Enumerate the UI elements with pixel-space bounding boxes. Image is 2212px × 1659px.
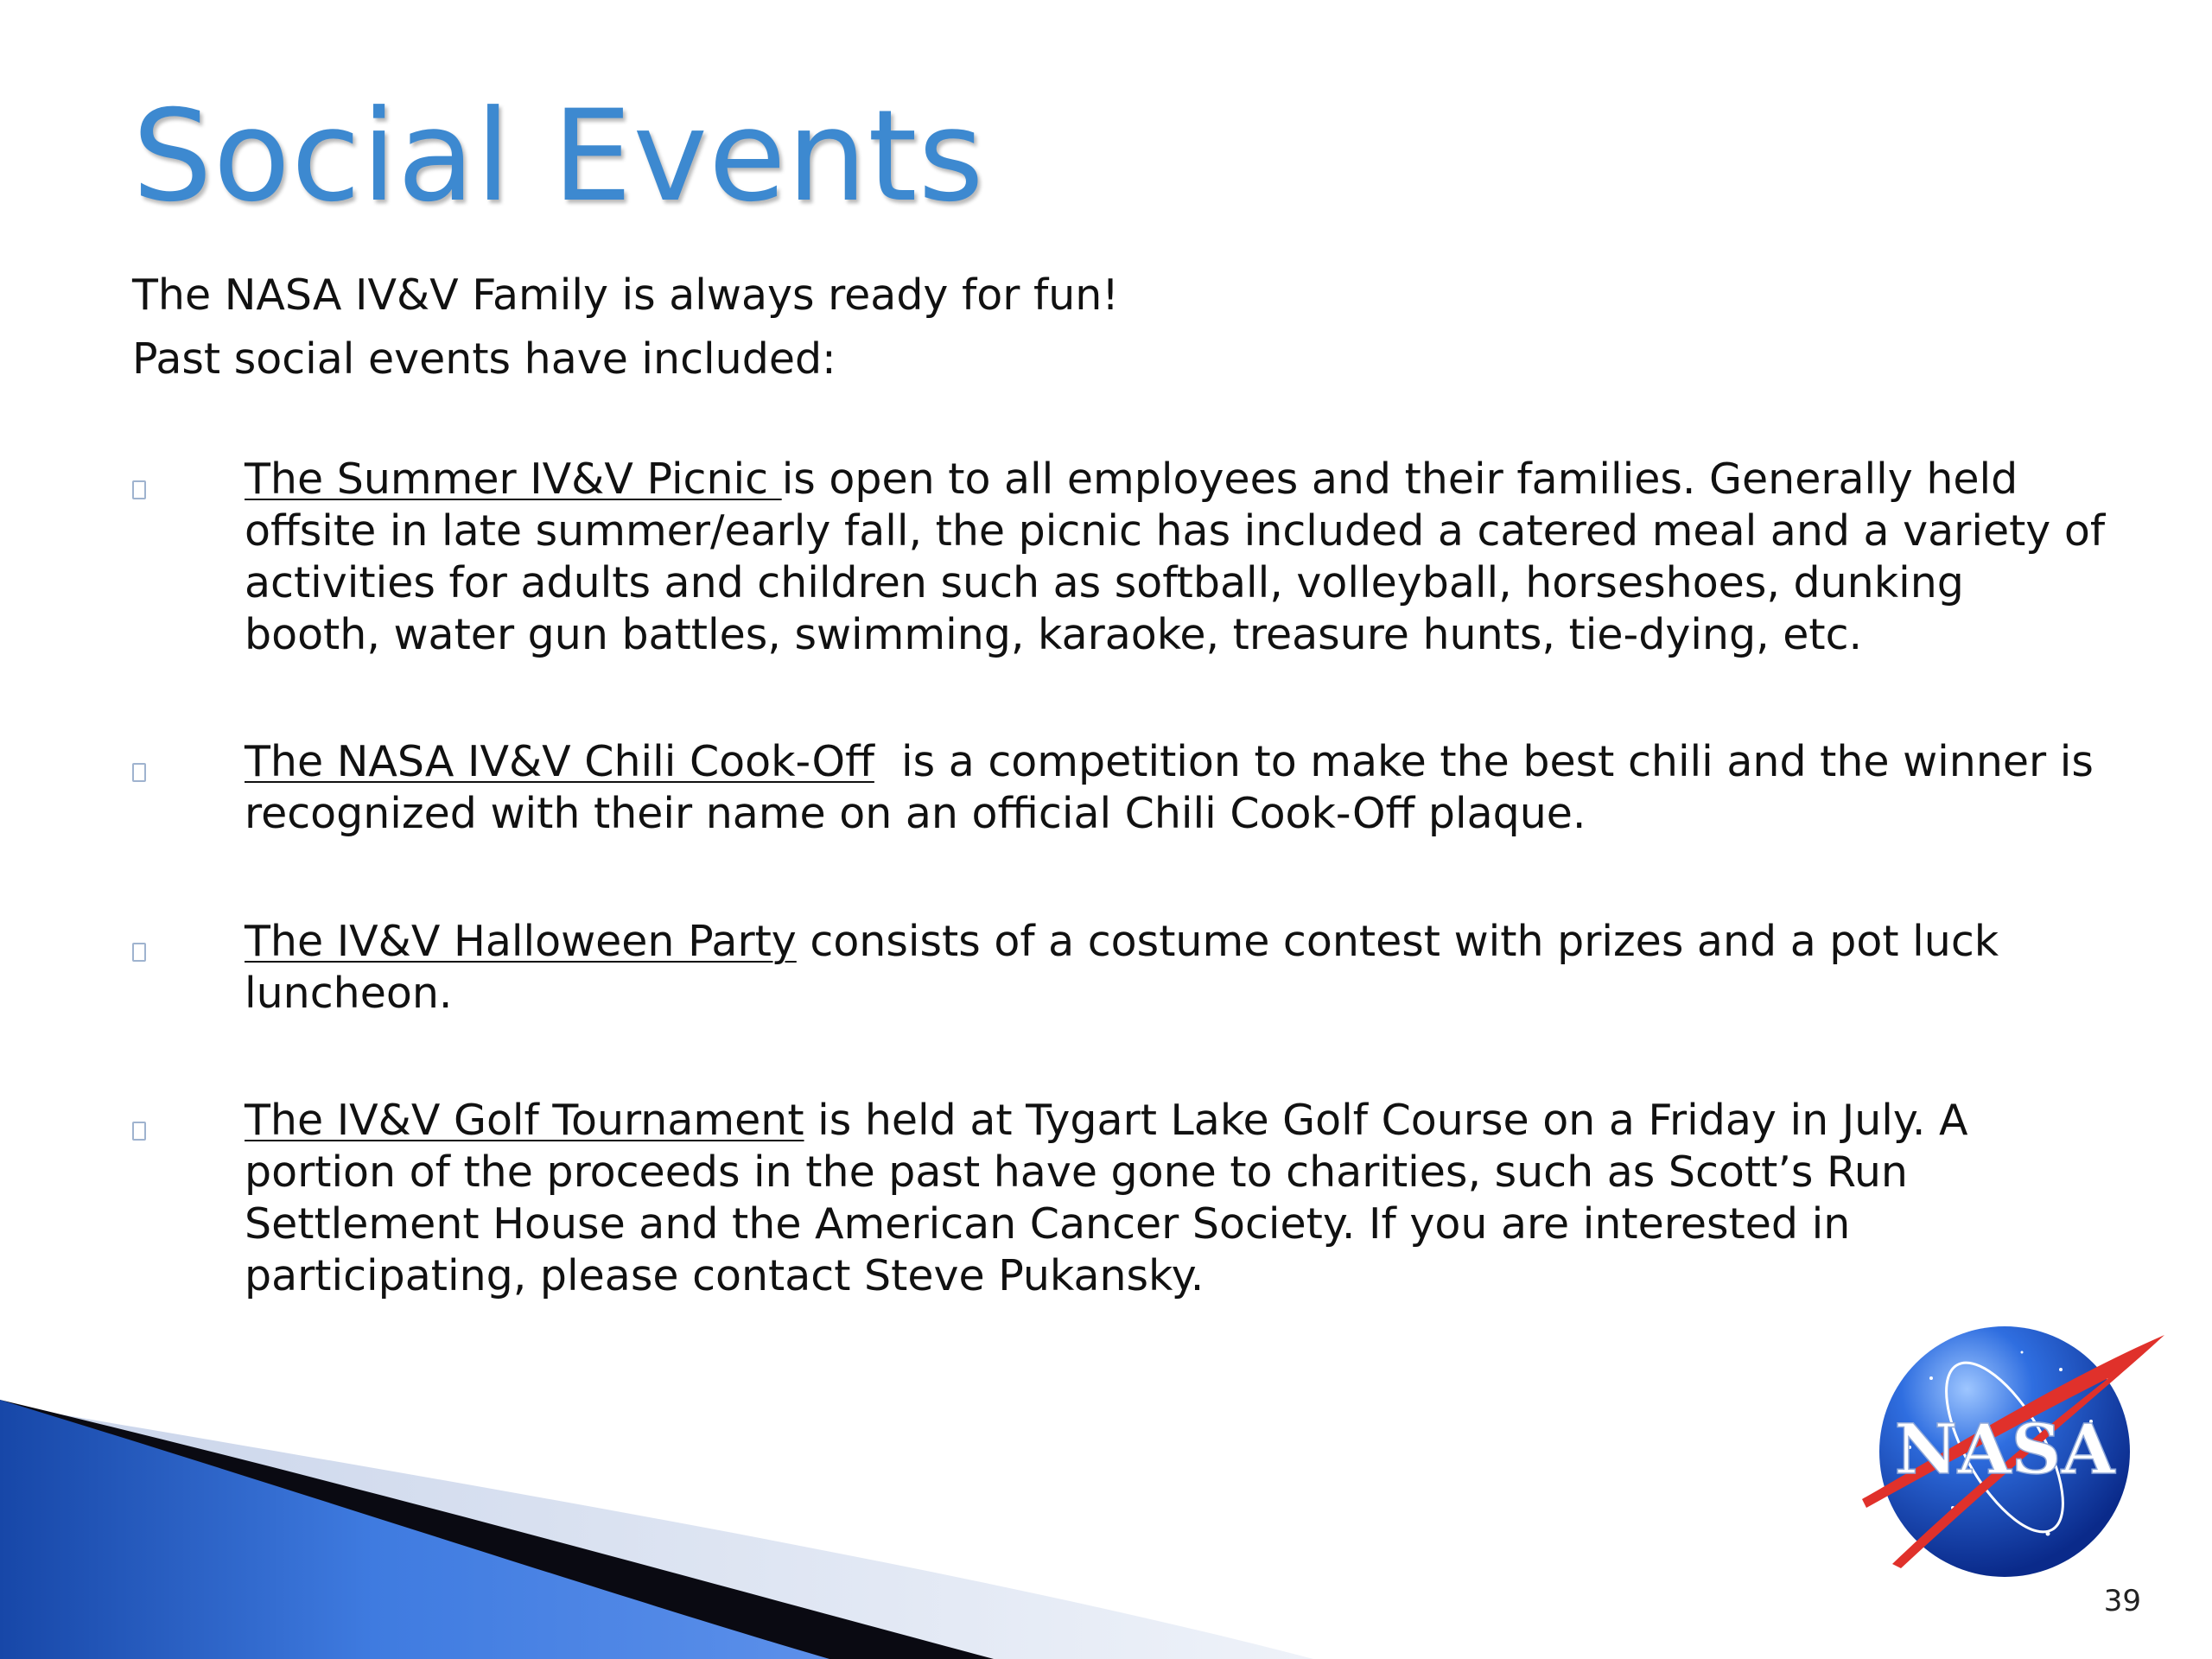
page-number: 39 <box>2103 1584 2141 1618</box>
square-bullet-icon <box>132 763 146 782</box>
event-name: The IV&V Halloween Party <box>245 917 797 966</box>
event-name: The NASA IV&V Chili Cook-Off <box>245 737 874 786</box>
square-bullet-icon <box>132 943 146 962</box>
square-bullet-icon <box>132 1122 146 1141</box>
event-text <box>245 1095 2068 1302</box>
event-text <box>245 736 2111 840</box>
event-description: is open to all employees and their families. Generally held offsite in late summer/early fall, the picnic has included a catered meal and a variety of activities for adults and children such as softball, volleyball, horseshoes, dunking booth, water gun battles, swimming, karaoke, treasure hunts, tie-dying, etc. <box>245 454 2106 659</box>
event-text <box>245 916 2102 1020</box>
slide-title: Social Events <box>132 83 985 230</box>
intro-line-2: Past social events have included: <box>132 334 836 384</box>
intro-text <box>132 264 1119 391</box>
event-name: The Summer IV&V Picnic <box>245 454 782 504</box>
nasa-meatball-logo-icon <box>1849 1318 2177 1594</box>
square-bullet-icon <box>132 480 146 499</box>
nasa-logo-text: NASA <box>1894 1408 2115 1490</box>
event-description: is a competition to make the best chili and the winner is recognized with their name on an official Chili Cook-Off plaque. <box>245 737 2107 838</box>
event-name: The IV&V Golf Tournament <box>245 1096 804 1145</box>
event-text <box>245 454 2111 661</box>
intro-line-1: The NASA IV&V Family is always ready for fun! <box>132 270 1119 320</box>
event-description: consists of a costume contest with prizes and a pot luck luncheon. <box>245 917 1999 1018</box>
event-description: is held at Tygart Lake Golf Course on a Friday in July. A portion of the proceeds in the past have gone to charities, such as Scott’s Run Settlement House and the American Cancer Society. If you are interested in participating, please contact Steve Pukansky. <box>245 1096 1968 1300</box>
